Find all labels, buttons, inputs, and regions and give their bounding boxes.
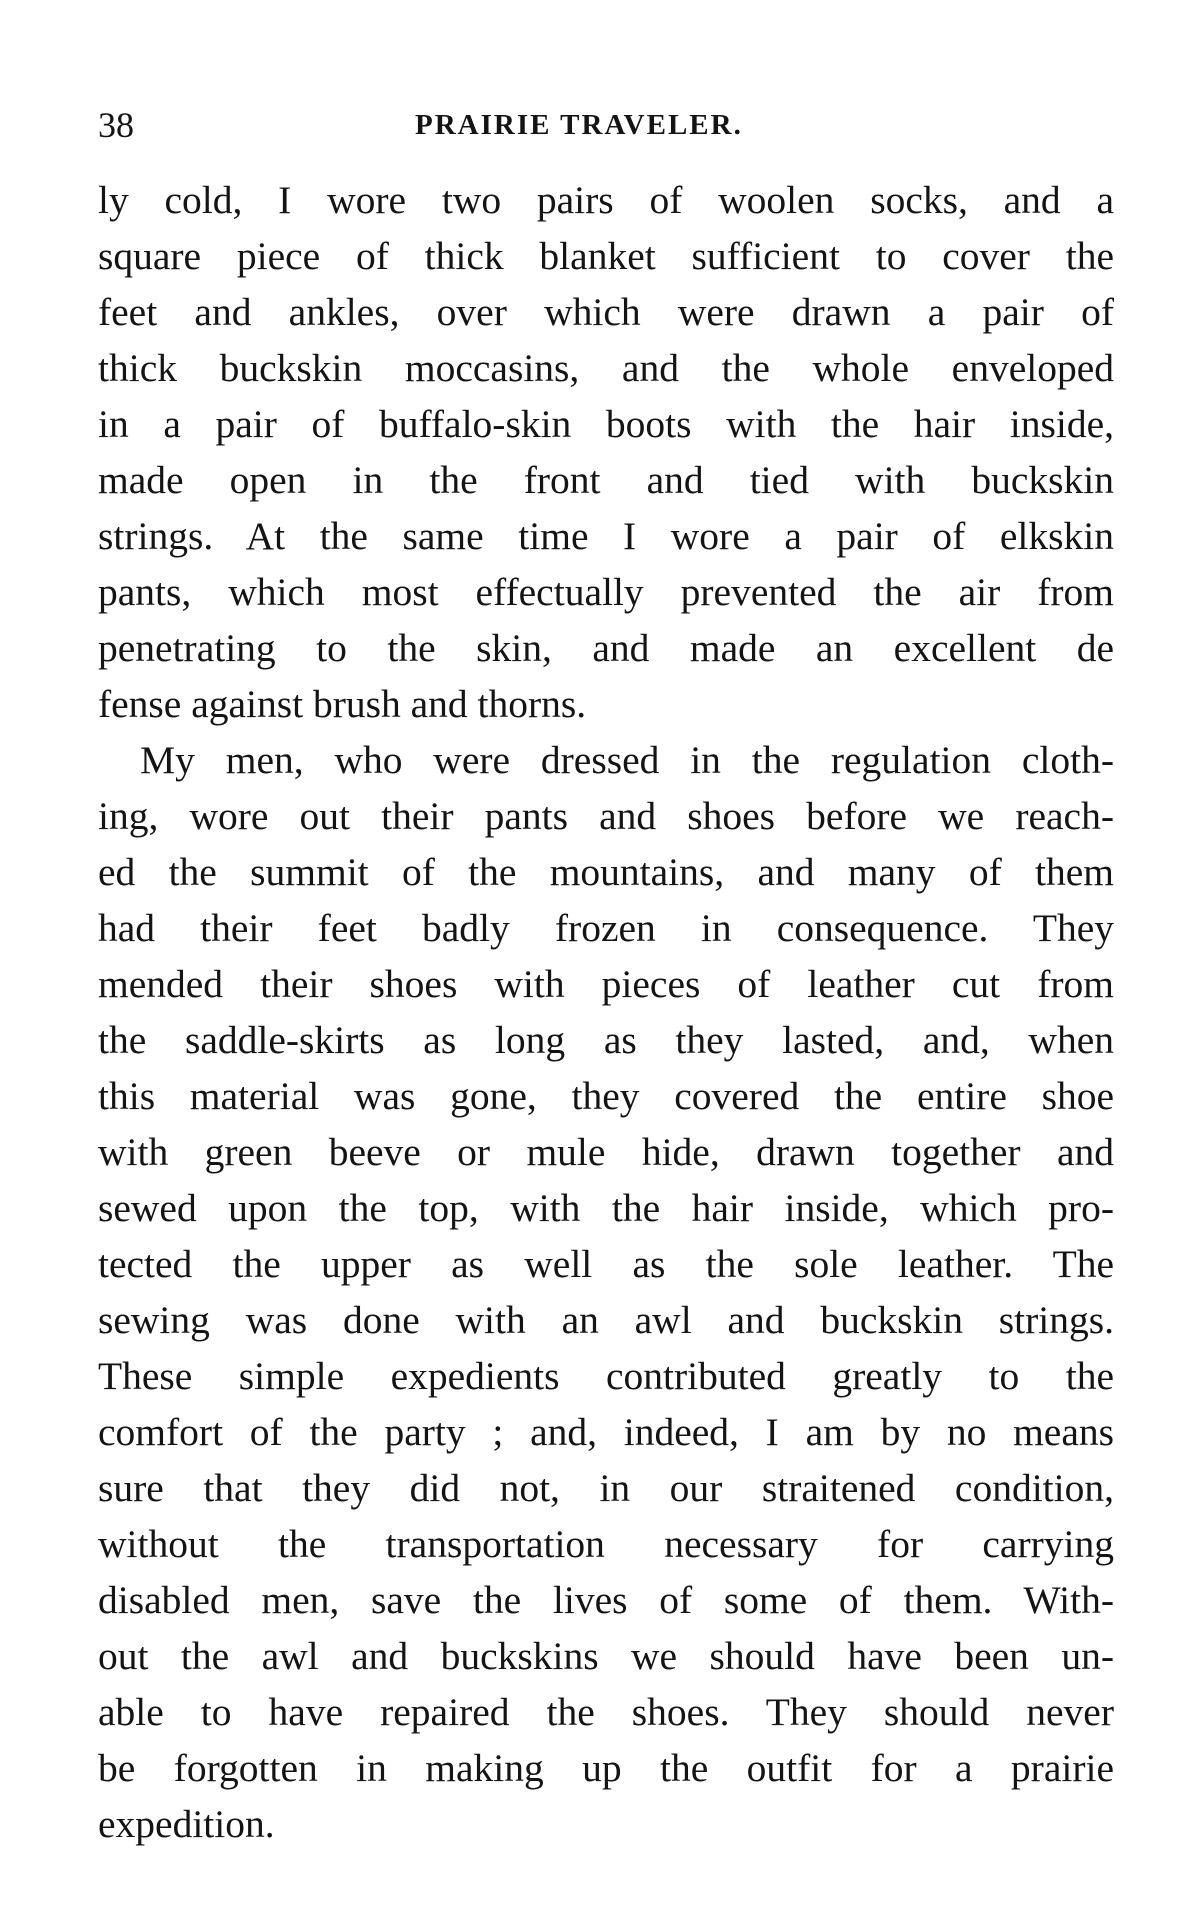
text-line: disabled men, save the lives of some of them. With- <box>98 1578 1114 1622</box>
text-line: comfort of the party ; and, indeed, I am by no means <box>98 1410 1114 1454</box>
text-line: pants, which most effectually prevented the air from <box>98 570 1114 614</box>
text-line: made open in the front and tied with buckskin <box>98 458 1114 502</box>
text-line: sewed upon the top, with the hair inside, which pro- <box>98 1186 1114 1230</box>
text-line: mended their shoes with pieces of leather cut from <box>98 962 1114 1006</box>
text-line: expedition. <box>98 1802 275 1846</box>
text-line: penetrating to the skin, and made an excellent de <box>98 626 1114 670</box>
text-line: ly cold, I wore two pairs of woolen socks, and a <box>98 178 1114 222</box>
text-line: in a pair of buffalo-skin boots with the hair inside, <box>98 402 1114 446</box>
text-line: sewing was done with an awl and buckskin strings. <box>98 1298 1114 1342</box>
text-line: fense against brush and thorns. <box>98 682 587 726</box>
text-line: sure that they did not, in our straitened condition, <box>98 1466 1114 1510</box>
running-head <box>98 100 1112 150</box>
text-line: thick buckskin moccasins, and the whole enveloped <box>98 346 1114 390</box>
text-line: ed the summit of the mountains, and many of them <box>98 850 1114 894</box>
text-line: tected the upper as well as the sole leather. The <box>98 1242 1114 1286</box>
body-text <box>98 172 1114 1852</box>
text-line: ing, wore out their pants and shoes before we reach- <box>98 794 1114 838</box>
text-line: with green beeve or mule hide, drawn together and <box>98 1130 1114 1174</box>
text-line: without the transportation necessary for carrying <box>98 1522 1114 1566</box>
text-line: My men, who were dressed in the regulation cloth- <box>140 738 1114 782</box>
text-line: strings. At the same time I wore a pair of elkskin <box>98 514 1114 558</box>
text-line: be forgotten in making up the outfit for a prairie <box>98 1746 1114 1790</box>
text-line: square piece of thick blanket sufficient to cover the <box>98 234 1114 278</box>
running-title: PRAIRIE TRAVELER. <box>415 109 743 141</box>
text-line: the saddle-skirts as long as they lasted, and, when <box>98 1018 1114 1062</box>
text-line: out the awl and buckskins we should have been un- <box>98 1634 1114 1678</box>
page-number: 38 <box>98 105 134 145</box>
text-line: feet and ankles, over which were drawn a pair of <box>98 290 1114 334</box>
text-line: able to have repaired the shoes. They should never <box>98 1690 1114 1734</box>
text-line: had their feet badly frozen in consequence. They <box>98 906 1114 950</box>
text-line: These simple expedients contributed greatly to the <box>98 1354 1114 1398</box>
text-line: this material was gone, they covered the entire shoe <box>98 1074 1114 1118</box>
